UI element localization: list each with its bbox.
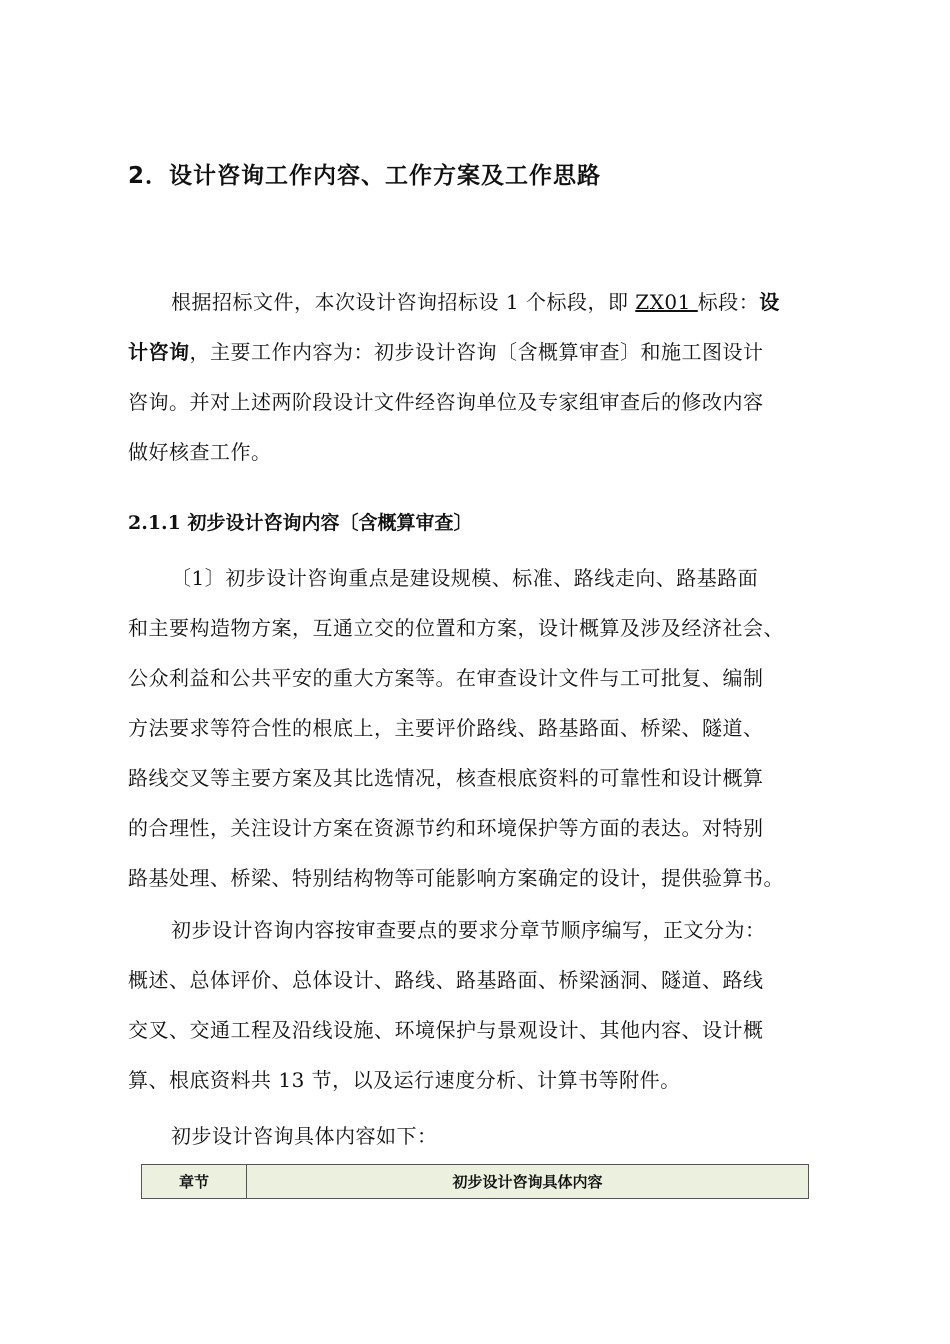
intro-paragraph xyxy=(128,277,828,477)
intro-text: 根据招标文件，本次设计咨询招标设 1 个标段，即 xyxy=(171,290,636,314)
intro-text: ，主要工作内容为：初步设计咨询〔含概算审查〕和施工图设计 xyxy=(189,340,764,364)
paragraph-1 xyxy=(128,553,828,903)
paragraph-3 xyxy=(128,1111,828,1161)
paragraph-line: 交叉、交通工程及沿线设施、环境保护与景观设计、其他内容、设计概 xyxy=(128,1018,764,1042)
subsection-heading: 2.1.1 初步设计咨询内容〔含概算审查〕 xyxy=(128,512,473,534)
paragraph-line: 路线交叉等主要方案及其比选情况，核查根底资料的可靠性和设计概算 xyxy=(128,766,764,790)
paragraph-line: 和主要构造物方案，互通立交的位置和方案，设计概算及涉及经济社会、 xyxy=(128,616,784,640)
paragraph-line: 算、根底资料共 13 节，以及运行速度分析、计算书等附件。 xyxy=(128,1068,681,1092)
paragraph-line: 初步设计咨询具体内容如下： xyxy=(171,1124,438,1148)
bold-text: 计咨询 xyxy=(128,340,190,364)
intro-line-3: 咨询。并对上述两阶段设计文件经咨询单位及专家组审查后的修改内容 xyxy=(128,390,764,414)
content-table-header xyxy=(141,1164,809,1199)
intro-line-4: 做好核查工作。 xyxy=(128,440,272,464)
paragraph-line: 的合理性，关注设计方案在资源节约和环境保护等方面的表达。对特别 xyxy=(128,816,764,840)
intro-line-2 xyxy=(128,327,828,377)
paragraph-line: 公众利益和公共平安的重大方案等。在审查设计文件与工可批复、编制 xyxy=(128,666,764,690)
paragraph-line: 初步设计咨询内容按审查要点的要求分章节顺序编写，正文分为： xyxy=(171,918,766,942)
bold-text: 设 xyxy=(759,290,780,314)
paragraph-2 xyxy=(128,905,828,1105)
intro-line-1 xyxy=(128,277,828,327)
table-header-content: 初步设计咨询具体内容 xyxy=(452,1173,603,1191)
intro-text: 标段： xyxy=(697,290,760,314)
paragraph-line: 路基处理、桥梁、特别结构物等可能影响方案确定的设计，提供验算书。 xyxy=(128,866,784,890)
paragraph-line: 方法要求等符合性的根底上，主要评价路线、路基路面、桥梁、隧道、 xyxy=(128,716,764,740)
paragraph-line: 〔1〕初步设计咨询重点是建设规模、标准、路线走向、路基路面 xyxy=(171,566,759,590)
table-header-chapter: 章节 xyxy=(142,1165,247,1198)
section-heading: 2．设计咨询工作内容、工作方案及工作思路 xyxy=(128,163,602,189)
section-code: ZX01 xyxy=(635,290,698,314)
paragraph-line: 概述、总体评价、总体设计、路线、路基路面、桥梁涵洞、隧道、路线 xyxy=(128,968,764,992)
